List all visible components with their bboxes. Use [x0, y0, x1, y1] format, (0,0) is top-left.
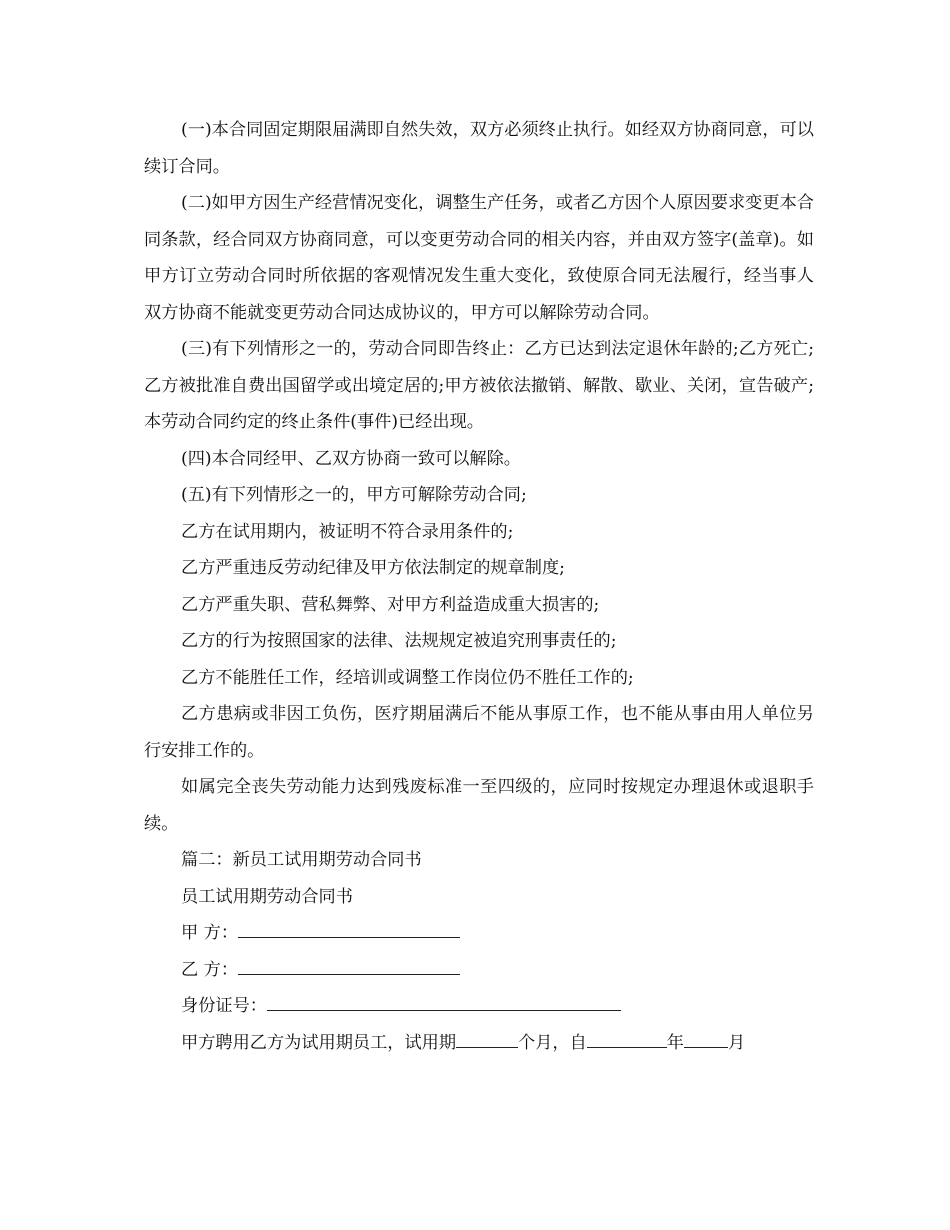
- clause-1: (一)本合同固定期限届满即自然失效，双方必须终止执行。如经双方协商同意，可以续订合同。: [144, 120, 814, 177]
- termination-item-4: 乙方的行为按照国家的法律、法规规定被追究刑事责任的;: [181, 631, 617, 651]
- termination-item-1: 乙方在试用期内，被证明不符合录用条件的;: [181, 521, 514, 542]
- party-b-label: 乙 方：: [181, 959, 239, 980]
- start-month-blank: [684, 1027, 728, 1048]
- employment-text-2: 个月，自: [518, 1032, 587, 1053]
- termination-item-3: 乙方严重失职、营私舞弊、对甲方利益造成重大损害的;: [181, 594, 600, 615]
- section-heading: 篇二：新员工试用期劳动合同书: [181, 850, 422, 870]
- clause-2: (二)如甲方因生产经营情况变化，调整生产任务，或者乙方因个人原因要求变更本合同条款，经合同双方协商同意，可以变更劳动合同的相关内容，并由双方签字(盖章)。如甲方订立劳动合同时所依据的客观情况发生重大变化，致使原合同无法履行，经当事人双方协商不能就变更劳动合同达成协议的，甲方可以解除劳动合同。: [144, 193, 814, 323]
- party-a-row: [144, 915, 814, 952]
- contract-title: 员工试用期劳动合同书: [181, 886, 353, 907]
- clause-4: (四)本合同经甲、乙双方协商一致可以解除。: [181, 448, 521, 469]
- document-page: [144, 112, 814, 1061]
- id-number-blank: [267, 990, 621, 1011]
- termination-item-6: 乙方患病或非因工负伤，医疗期届满后不能从事原工作，也不能从事由用人单位另行安排工作的。: [144, 704, 814, 761]
- party-a-blank: [238, 917, 460, 938]
- employment-text-3: 年: [666, 1032, 684, 1053]
- probation-months-blank: [456, 1027, 518, 1048]
- party-a-label: 甲 方：: [181, 923, 239, 943]
- start-year-blank: [587, 1027, 667, 1048]
- id-number-label: 身份证号：: [181, 996, 267, 1016]
- id-number-row: [144, 988, 814, 1025]
- clause-3: (三)有下列情形之一的，劳动合同即告终止：乙方已达到法定退休年龄的;乙方死亡;乙方被批准自费出国留学或出境定居的;甲方被依法撤销、解散、歇业、关闭，宣告破产;本劳动合同约定的终止条件(事件)已经出现。: [144, 339, 814, 432]
- party-b-blank: [238, 954, 460, 975]
- party-b-row: [144, 952, 814, 989]
- employment-text-1: 甲方聘用乙方为试用期员工，试用期: [181, 1032, 457, 1053]
- employment-text-4: 月: [727, 1032, 746, 1053]
- disability-clause: 如属完全丧失劳动能力达到残废标准一至四级的，应同时按规定办理退休或退职手续。: [144, 777, 814, 834]
- termination-item-2: 乙方严重违反劳动纪律及甲方依法制定的规章制度;: [181, 558, 565, 578]
- employment-row: [144, 1025, 814, 1062]
- termination-item-5: 乙方不能胜任工作，经培训或调整工作岗位仍不胜任工作的;: [181, 667, 634, 688]
- clause-5: (五)有下列情形之一的，甲方可解除劳动合同;: [181, 485, 527, 505]
